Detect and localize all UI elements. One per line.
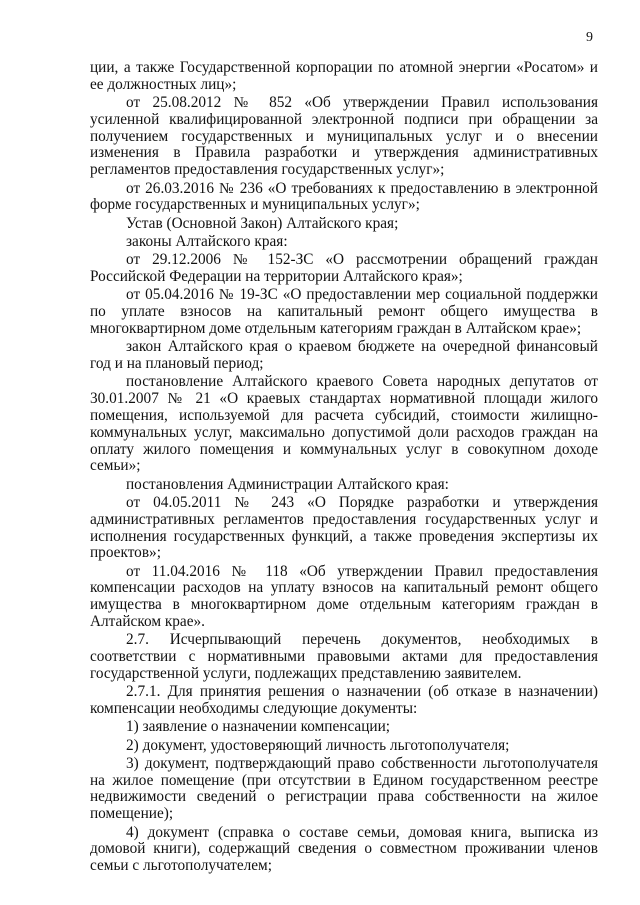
list-item-4: 4) документ (справка о составе семьи, домовая книга, выписка из домовой книги), содержащий сведения о совместном проживании членов семьи с льготополучателем; (90, 823, 598, 875)
paragraph-laws-heading: законы Алтайского края: (126, 232, 288, 250)
paragraph-section-2-7-1: 2.7.1. Для принятия решения о назначении (об отказе в назначении) компенсации необходимы следующие документы: (90, 683, 598, 717)
paragraph-administration-heading: постановления Администрации Алтайского края: (126, 475, 449, 493)
paragraph-decree-236: от 26.03.2016 № 236 «О требованиях к предоставлению в электронной форме государственных и муниципальных услуг»; (90, 179, 598, 214)
list-item-3: 3) документ, подтверждающий право собственности льготополучателя на жилое помещение (при отсутствии в Едином государственном реестре недвижимости сведений о регистрации права собственности на жилое помещение); (90, 754, 598, 823)
paragraph-resolution-243: от 04.05.2011 № 243 «О Порядке разработки и утверждения административных регламентов предоставления государственных услуг и исполнения государственных функций, а также проведения экспертизы их проектов»; (90, 493, 598, 562)
paragraph-decree-852: от 25.08.2012 № 852 «Об утверждении Правил использования усиленной квалифицированной электронной подписи при обращении за получением государственных и муниципальных услуг и о внесении изменения в Правила разработки и утверждения административных регламентов предоставления государственных услуг»; (90, 94, 598, 179)
paragraph-law-152: от 29.12.2006 № 152-ЗС «О рассмотрении обращений граждан Российской Федерации на территории Алтайского края»; (90, 251, 598, 286)
paragraph-continuation: ции, а также Государственной корпорации по атомной энергии «Росатом» и ее должностных лиц»; (90, 59, 598, 93)
paragraph-section-2-7: 2.7. Исчерпывающий перечень документов, необходимых в соответствии с нормативными правовыми актами для предоставления государственной услуги, подлежащих представлению заявителем. (90, 631, 598, 682)
paragraph-charter: Устав (Основной Закон) Алтайского края; (126, 214, 399, 232)
paragraph-resolution-118: от 11.04.2016 № 118 «Об утверждении Правил предоставления компенсации расходов на уплату взносов на капитальный ремонт общего имущества в многоквартирном доме отдельным категориям граждан в Алтайском крае». (90, 562, 598, 630)
list-item-2: 2) документ, удостоверяющий личность льготополучателя; (126, 736, 510, 754)
paragraph-council-resolution: постановление Алтайского краевого Совета народных депутатов от 30.01.2007 № 21 «О краевых стандартах нормативной площади жилого помещения, используемой для расчета субсидий, стоимости жилищно-коммунальных услуг, максимально допустимой доли расходов граждан на оплату жилого помещения и коммунальных услуг в совокупном доходе семьи»; (90, 373, 598, 475)
page-number: 9 (586, 30, 593, 45)
paragraph-budget-law: закон Алтайского края о краевом бюджете на очередной финансовый год и на плановый период; (90, 338, 598, 373)
list-item-1: 1) заявление о назначении компенсации; (126, 718, 391, 736)
document-body (90, 60, 598, 876)
paragraph-law-19: от 05.04.2016 № 19-ЗС «О предоставлении мер социальной поддержки по уплате взносов на капитальный ремонт общего имущества в многоквартирном доме отдельным категориям граждан в Алтайском крае»; (90, 286, 598, 337)
